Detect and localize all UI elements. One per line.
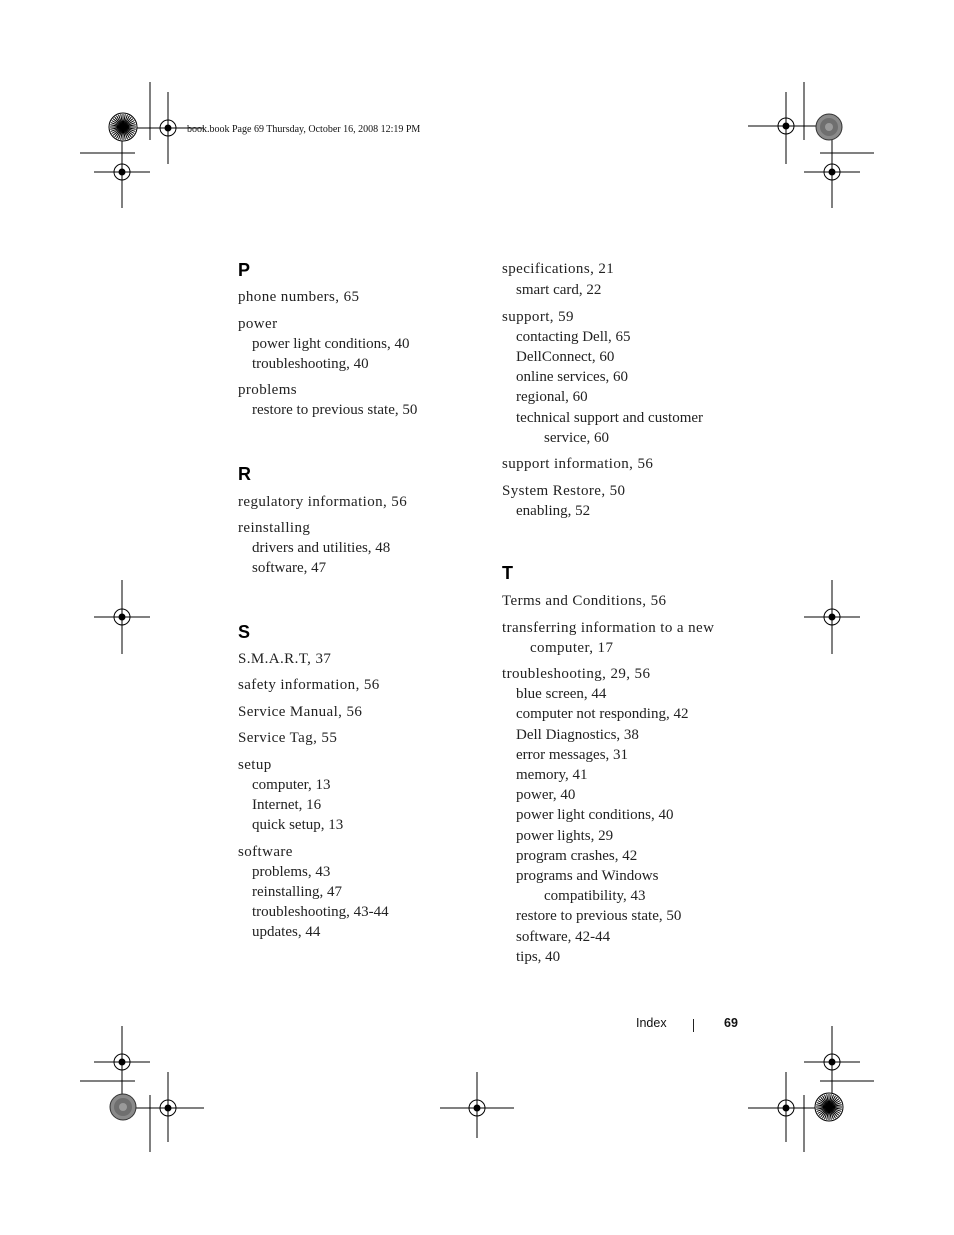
- index-subentry: updates, 44: [252, 924, 321, 941]
- index-subentry: memory, 41: [516, 766, 588, 783]
- index-subentry: troubleshooting, 40: [252, 355, 369, 372]
- index-subentry: software, 47: [252, 560, 327, 577]
- index-letter-heading: S: [238, 621, 251, 642]
- index-subentry: blue screen, 44: [516, 686, 607, 703]
- index-subentry: restore to previous state, 50: [516, 908, 682, 925]
- registration-mark-icon: [94, 580, 150, 654]
- index-subentry: computer, 13: [252, 776, 331, 793]
- index-subentry: smart card, 22: [516, 282, 602, 298]
- index-subentry-text: technical support and customer: [516, 409, 704, 426]
- registration-mark-icon: [804, 580, 860, 654]
- index-column-left: [238, 258, 488, 942]
- index-subentry: software, 42-44: [516, 928, 611, 945]
- index-subentry: tips, 40: [516, 948, 561, 965]
- index-subentry: DellConnect, 60: [516, 348, 615, 365]
- registration-mark-icon: [804, 136, 860, 208]
- index-subentry: drivers and utilities, 48: [252, 540, 391, 557]
- index-subentry: power light conditions, 40: [516, 807, 674, 824]
- index-entry: troubleshooting, 29, 56: [502, 666, 651, 683]
- index-entry: [502, 618, 752, 658]
- index-entry: Terms and Conditions, 56: [502, 593, 667, 610]
- index-subentry: Dell Diagnostics, 38: [516, 726, 639, 743]
- starburst-target-icon: [109, 113, 137, 141]
- index-subentry: program crashes, 42: [516, 847, 638, 864]
- index-entry: phone numbers, 65: [238, 289, 360, 305]
- registration-mark-icon: [748, 92, 822, 164]
- index-entry: reinstalling: [238, 520, 311, 537]
- index-subentry: quick setup, 13: [252, 816, 344, 833]
- index-subentry-text: programs and Windows: [516, 867, 659, 884]
- index-subentry: problems, 43: [252, 863, 331, 880]
- index-entry: S.M.A.R.T, 37: [238, 650, 332, 667]
- index-subentry: Internet, 16: [252, 796, 322, 813]
- index-letter-heading: T: [502, 563, 513, 584]
- index-column-right: [502, 258, 752, 967]
- index-entry: support, 59: [502, 308, 574, 325]
- registration-mark-icon: [94, 1026, 150, 1098]
- registration-mark-icon: [132, 1072, 204, 1142]
- index-subentry: [502, 866, 752, 906]
- registration-mark-icon: [804, 1026, 860, 1098]
- index-subentry: power lights, 29: [516, 827, 614, 844]
- index-subentry: restore to previous state, 50: [252, 402, 418, 419]
- print-header-file-info: book.book Page 69 Thursday, October 16, 2008 12:19 PM: [187, 124, 421, 135]
- index-subentry: reinstalling, 47: [252, 883, 342, 900]
- index-entry-continuation: computer, 17: [530, 639, 614, 656]
- index-entry: regulatory information, 56: [238, 493, 408, 510]
- page-number: 69: [724, 1016, 738, 1030]
- index-subentry: power, 40: [516, 787, 576, 804]
- gray-tone-target-icon: [110, 1094, 136, 1120]
- index-entry: power: [238, 315, 278, 332]
- index-entry: Service Tag, 55: [238, 730, 338, 747]
- index-subentry: regional, 60: [516, 389, 588, 406]
- index-entry: specifications, 21: [502, 261, 615, 277]
- footer-divider: [693, 1019, 694, 1032]
- index-entry: Service Manual, 56: [238, 703, 363, 720]
- registration-mark-icon: [440, 1072, 514, 1138]
- index-subentry: power light conditions, 40: [252, 335, 410, 352]
- starburst-target-icon: [815, 1093, 843, 1121]
- index-letter-heading: P: [238, 260, 251, 280]
- footer-section-label: Index: [636, 1016, 667, 1030]
- index-entry: software: [238, 843, 293, 860]
- index-subentry: online services, 60: [516, 369, 629, 386]
- index-subentry-continuation: service, 60: [544, 429, 609, 446]
- index-entry: support information, 56: [502, 456, 654, 473]
- index-subentry: troubleshooting, 43-44: [252, 904, 389, 921]
- index-letter-heading: R: [238, 463, 251, 484]
- index-entry-text: transferring information to a new: [502, 619, 715, 636]
- index-subentry: contacting Dell, 65: [516, 328, 631, 345]
- index-entry: safety information, 56: [238, 677, 380, 694]
- index-subentry-continuation: compatibility, 43: [544, 888, 646, 905]
- index-entry: setup: [238, 756, 272, 773]
- registration-mark-icon: [748, 1072, 822, 1142]
- index-entry: problems: [238, 382, 298, 399]
- index-subentry: enabling, 52: [516, 502, 591, 519]
- index-subentry: [502, 408, 752, 448]
- index-subentry: error messages, 31: [516, 746, 629, 763]
- gray-tone-target-icon: [816, 114, 842, 140]
- index-subentry: computer not responding, 42: [516, 706, 689, 723]
- registration-mark-icon: [94, 136, 150, 208]
- index-entry: System Restore, 50: [502, 482, 626, 499]
